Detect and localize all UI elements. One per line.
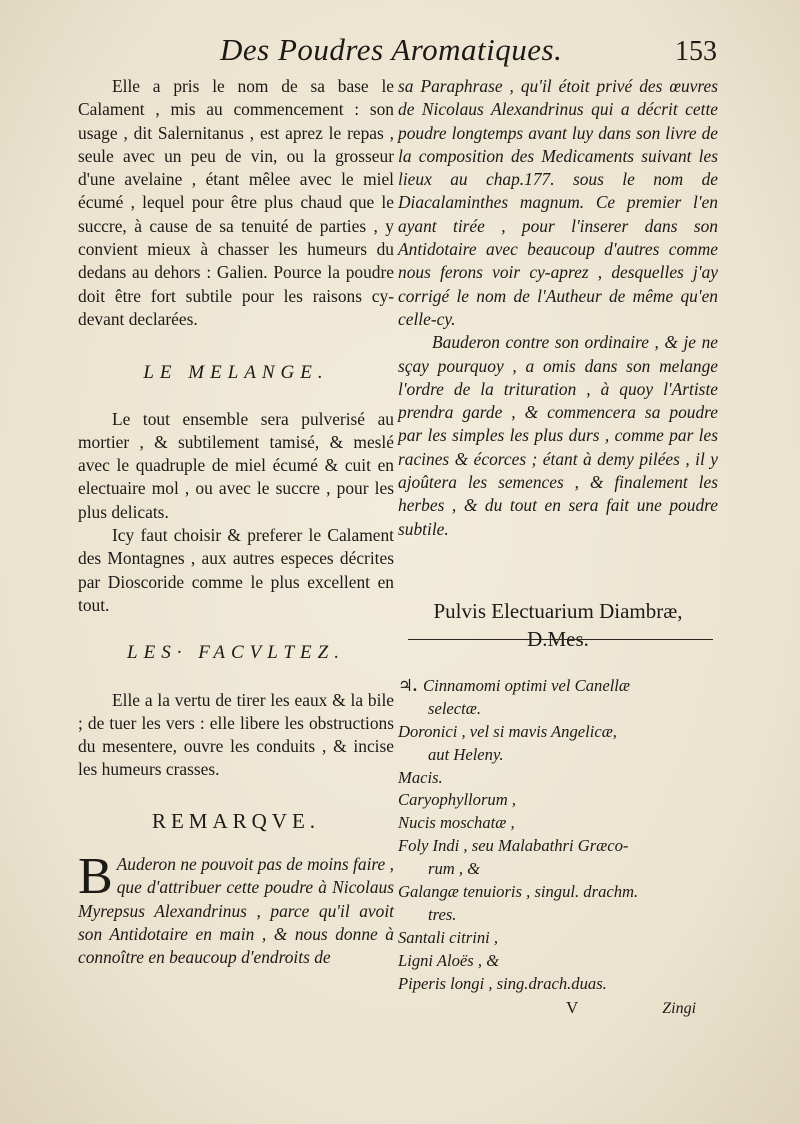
recipe-line-text: tres. [428, 905, 457, 924]
recipe-line [398, 675, 718, 698]
recipe-line [398, 835, 718, 858]
recipe-line [398, 904, 718, 927]
recipe-line [398, 721, 718, 744]
recipe-line-text: Ligni Aloës , & [398, 950, 500, 970]
recipe-line-text: Foly Indi , seu Malabathri Græco- [398, 836, 629, 856]
signature-mark: V [566, 997, 579, 1017]
recipe-line [398, 767, 718, 790]
paragraph-bauderon: Bauderon contre son ordinaire , & je ne sçay pourquoy , a omis dans son melange l'ordre de la trituration , à quoy l'Artiste prendra garde , & commencera sa poudre par les simples les plus durs , comme par les racines & écorces ; étant à demy pilées , il y ajoûtera les semences , & finalement les herbes , & du tout en sera fait une poudre subtile. [398, 332, 718, 539]
recipe-line [398, 950, 718, 973]
recipe-line-text: Caryophyllorum , [398, 790, 516, 810]
page-number: 153 [675, 36, 717, 67]
drop-cap-letter: B [78, 848, 113, 906]
recipe-line-text: Macis. [398, 767, 443, 787]
left-column [78, 75, 394, 970]
recipe-line-text: Nucis moschatæ , [398, 813, 515, 833]
paragraph-paraphrase: sa Paraphrase , qu'il étoit privé des œuvres de Nicolaus Alexandrinus qui a décrit cette poudre longtemps avant luy dans son livre de la composition des Medicaments suivant les lieux au chap.177. sous le nom de Diacalaminthes magnum. Ce premier l'en ayant tirée , pour l'inserer dans son Antidotaire avec beaucoup d'autres comme nous ferons voir cy-aprez , desquelles j'ay corrigé le nom de l'Autheur de même qu'en celle-cy. [398, 76, 718, 329]
recipe-line [398, 698, 718, 721]
recipe-line [398, 744, 718, 767]
right-column [398, 75, 718, 1018]
recipe-line [398, 881, 718, 904]
recipe-line-text: aut Heleny. [428, 744, 504, 764]
recipe-line [398, 858, 718, 881]
running-header: Des Poudres Aromatiques. [220, 32, 563, 67]
recipe-line-text: rum , & [428, 859, 481, 879]
recipe-title: Pulvis Electuarium Diambræ, [433, 598, 683, 623]
recipe-ingredient-list [398, 675, 718, 996]
paragraph-remarque: Auderon ne pouvoit pas de moins faire , que d'attribuer cette poudre à Nicolaus Myrepsus Alexandrinus , parce qu'il avoit son Antidotaire en main , & nous donne à connoître en beaucoup d'endroits de [78, 854, 394, 968]
section-divider-rule [408, 639, 713, 641]
heading-remarque: REMARQVE. [151, 808, 321, 833]
catchword: Zingi [662, 999, 697, 1017]
recipe-author: D.Mes. [527, 626, 589, 651]
recipe-line-text: Doronici , vel si mavis Angelicæ, [398, 721, 617, 741]
recipe-line [398, 973, 718, 996]
recipe-line [398, 927, 718, 950]
recipe-line-text: Piperis longi , sing.drach.duas. [398, 973, 607, 993]
recipe-symbol: ♃. [398, 675, 418, 695]
recipe-line [398, 812, 718, 835]
recipe-line [398, 789, 718, 812]
paragraph-calament-origin: Elle a pris le nom de sa base le Calament , mis au commencement : son usage , dit Salernitanus , est aprez le repas , seule avec un peu de vin, ou la grosseur d'une avelaine , étant mêlee avec le miel écumé , lequel pour être plus chaud que le succre, à cause de sa tenuité de parties , y convient mieux à chasser les humeurs du dedans au dehors : Galien. Pource la poudre doit être fort subtile pour les raisons cy-devant declarées. [78, 76, 394, 329]
heading-le-melange: LE MELANGE. [143, 362, 329, 384]
recipe-line-text: Galangæ tenuioris , singul. drachm. [398, 882, 639, 902]
heading-les-facultez: LES· FACVLTEZ. [127, 642, 345, 664]
recipe-line-text: Santali citrini , [398, 927, 499, 947]
paragraph-melange: Le tout ensemble sera pulverisé au mortier , & subtilement tamisé, & meslé avec le quadruple de miel écumé & cuit en electuaire mol , ou avec le succre , pour les plus delicats. [78, 408, 394, 522]
recipe-line-text: Cinnamomi optimi vel Canellæ [423, 675, 630, 695]
recipe-line-text: selectæ. [428, 698, 481, 718]
paragraph-choix-calament: Icy faut choisir & preferer le Calament des Montagnes , aux autres especes décrites par Dioscoride comme le plus excellent en tout. [78, 525, 394, 615]
paragraph-facultez: Elle a la vertu de tirer les eaux & la bile ; de tuer les vers : elle libere les obstructions du mesentere, ouvre les conduits , & incise les humeurs crasses. [78, 689, 394, 780]
remarque-block [78, 848, 394, 969]
